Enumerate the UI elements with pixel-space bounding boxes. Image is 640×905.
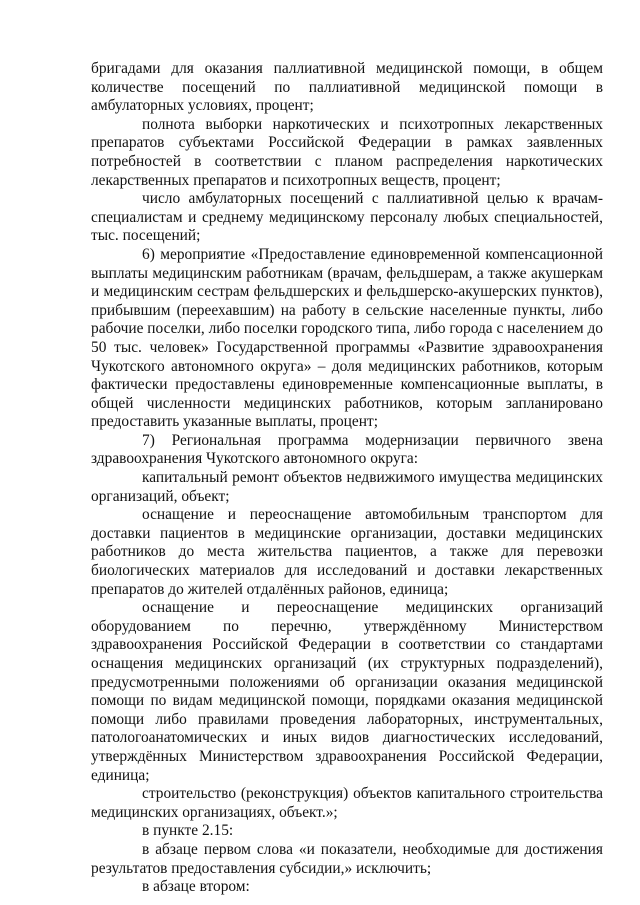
paragraph-ambulatory-visits: число амбулаторных посещений с паллиативной целью к врачам-специалистам и среднему медицинскому персоналу любых специальностей, тыс. посещений; [91,190,603,245]
paragraph-medical-equipment: оснащение и переоснащение медицинских организаций оборудованием по перечню, утверждённому Министерством здравоохранения Российской Федерации в соответствии со стандартами оснащения медицинских организаций (их структурных подразделений), предусмотренными положениями об организации оказания медицинской помощи по видам медицинской помощи, порядками оказания медицинской помощи либо правилами проведения лабораторных, инструментальных, патологоанатомических и иных видов диагностических исследований, утверждённых Министерством здравоохранения Российской Федерации, единица; [91,599,603,784]
paragraph-vehicle-equipment: оснащение и переоснащение автомобильным транспортом для доставки пациентов в медицинские организации, доставки медицинских работников до места жительства пациентов, а также для перевозки биологических материалов для исследований и доставки лекарственных препаратов до жителей отдалённых районов, единица; [91,506,603,598]
paragraph-first-abzac: в абзаце первом слова «и показатели, необходимые для достижения результатов предоставления субсидии,» исключить; [91,840,603,877]
document-page [91,60,603,897]
paragraph-narcotic-selection: полнота выборки наркотических и психотропных лекарственных препаратов субъектами Российской Федерации в рамках заявленных потребностей в соответствии с планом распределения наркотических лекарственных препаратов и психотропных веществ, процент; [91,115,603,189]
paragraph-clause-2-15: в пункте 2.15: [142,822,234,840]
paragraph-item-7-modernization: 7) Региональная программа модернизации первичного звена здравоохранения Чукотского автономного округа: [91,431,603,468]
paragraph-palliative-brigades: бригадами для оказания паллиативной медицинской помощи, в общем количестве посещений по паллиативной медицинской помощи в амбулаторных условиях, процент; [91,60,603,115]
paragraph-second-abzac: в абзаце втором: [142,878,250,896]
paragraph-construction: строительство (реконструкция) объектов капитального строительства медицинских организациях, объект.»; [91,785,603,821]
paragraph-capital-repair: капитальный ремонт объектов недвижимого имущества медицинских организаций, объект; [91,469,603,505]
paragraph-item-6-compensation: 6) мероприятие «Предоставление единовременной компенсационной выплаты медицинским работникам (врачам, фельдшерам, а также акушеркам и медицинским сестрам фельдшерских и фельдшерско-акушерских пунктов), прибывшим (переехавшим) на работу в сельские населенные пункты, либо рабочие поселки, либо поселки городского типа, либо города с населением до 50 тыс. человек» Государственной программы «Развитие здравоохранения Чукотского автономного округа» – доля медицинских работников, которым фактически предоставлены единовременные компенсационные выплаты, в общей численности медицинских работников, которым запланировано предоставить указанные выплаты, процент; [91,245,603,431]
